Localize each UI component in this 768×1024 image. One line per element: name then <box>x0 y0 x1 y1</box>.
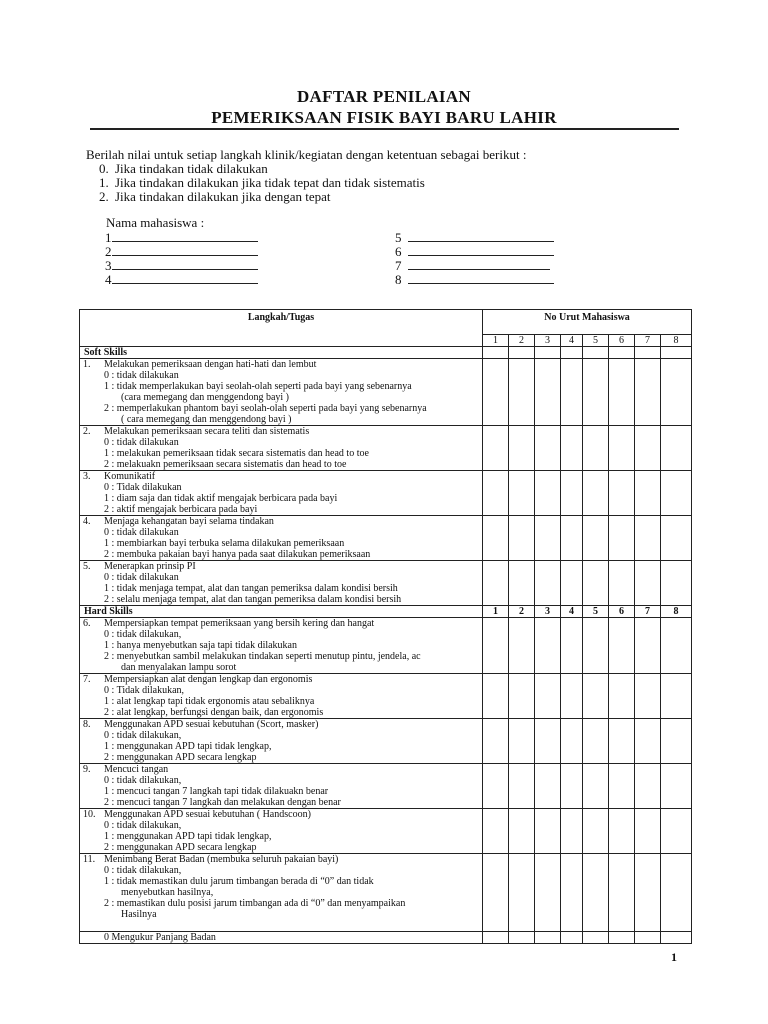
score-cell[interactable] <box>483 561 509 606</box>
scoring-line: 1 : tidak memperlakukan bayi seolah-olah seperti pada bayi yang sebenarnya <box>104 381 412 392</box>
student-number: 3 <box>535 606 561 618</box>
scoring-line: menyebutkan hasilnya, <box>121 887 214 898</box>
task-title: 0 Mengukur Panjang Badan <box>104 932 216 943</box>
score-cell[interactable] <box>483 359 509 426</box>
task-title-line <box>83 426 480 437</box>
scoring-line: Hasilnya <box>121 909 157 920</box>
assessment-table <box>79 309 692 944</box>
score-cell[interactable] <box>583 516 609 561</box>
score-cell[interactable] <box>535 359 561 426</box>
name-slot-8[interactable] <box>395 272 554 287</box>
scoring-line: 2 : menggunakan APD secara lengkap <box>104 842 257 853</box>
score-cell[interactable] <box>583 561 609 606</box>
score-cell[interactable] <box>635 674 661 719</box>
task-title-line <box>83 471 480 482</box>
task-title: Mencuci tangan <box>104 764 169 775</box>
score-cell[interactable] <box>583 618 609 674</box>
slot-number: 8 <box>395 272 402 287</box>
table-row <box>80 561 692 606</box>
score-cell[interactable] <box>635 854 661 932</box>
score-cell[interactable] <box>509 471 535 516</box>
score-cell[interactable] <box>609 471 635 516</box>
scoring-line: 0 : tidak dilakukan <box>104 527 179 538</box>
score-cell[interactable] <box>635 359 661 426</box>
scoring-line: 0 : Tidak dilakukan, <box>104 685 185 696</box>
task-cell <box>80 764 483 809</box>
score-cell[interactable] <box>535 561 561 606</box>
task-number: 6. <box>83 618 91 629</box>
score-cell[interactable] <box>635 719 661 764</box>
score-cell[interactable] <box>583 471 609 516</box>
task-title: Menimbang Berat Badan (membuka seluruh pakaian bayi) <box>104 854 339 865</box>
score-cell[interactable] <box>535 674 561 719</box>
table-row <box>80 516 692 561</box>
score-cell[interactable] <box>583 809 609 854</box>
score-cell[interactable] <box>483 764 509 809</box>
score-cell[interactable] <box>509 854 535 932</box>
score-cell[interactable] <box>609 854 635 932</box>
score-cell[interactable] <box>483 854 509 932</box>
criteria-text: Jika tindakan dilakukan jika tidak tepat dan tidak sistematis <box>115 175 425 190</box>
task-title: Menjaga kehangatan bayi selama tindakan <box>104 516 274 527</box>
score-cell[interactable] <box>609 809 635 854</box>
name-line[interactable] <box>112 244 258 256</box>
score-cell[interactable] <box>561 561 583 606</box>
score-cell[interactable] <box>483 618 509 674</box>
score-cell[interactable] <box>509 359 535 426</box>
section-hard-skills <box>80 606 692 618</box>
score-cell[interactable] <box>483 809 509 854</box>
task-cell <box>80 809 483 854</box>
student-number: 1 <box>483 335 509 347</box>
score-cell[interactable] <box>661 932 692 944</box>
score-cell[interactable] <box>661 809 692 854</box>
slot-number: 1 <box>105 230 112 245</box>
document-title: DAFTAR PENILAIAN <box>296 87 472 106</box>
name-line[interactable] <box>112 272 258 284</box>
score-cell[interactable] <box>561 854 583 932</box>
name-slot-7[interactable] <box>395 258 550 273</box>
score-cell[interactable] <box>661 764 692 809</box>
scoring-line: 1 : menggunakan APD tapi tidak lengkap, <box>104 741 272 752</box>
name-line[interactable] <box>408 230 554 242</box>
slot-number: 6 <box>395 244 402 259</box>
score-cell[interactable] <box>561 764 583 809</box>
score-cell[interactable] <box>483 516 509 561</box>
score-cell[interactable] <box>635 618 661 674</box>
score-cell[interactable] <box>661 426 692 471</box>
slot-number: 5 <box>395 230 402 245</box>
page-number: 1 <box>671 950 677 964</box>
student-number: 7 <box>635 335 661 347</box>
name-slot-2[interactable] <box>105 244 258 259</box>
task-number: 5. <box>83 561 91 572</box>
table-row <box>80 618 692 674</box>
score-cell[interactable] <box>509 932 535 944</box>
scoring-line: 0 : tidak dilakukan, <box>104 865 182 876</box>
task-cell <box>80 932 483 944</box>
score-cell[interactable] <box>635 809 661 854</box>
student-number: 4 <box>561 606 583 618</box>
score-cell[interactable] <box>661 618 692 674</box>
task-title: Menggunakan APD sesuai kebutuhan (Scort, masker) <box>104 719 319 730</box>
student-number: 7 <box>635 606 661 618</box>
scoring-line: 2 : alat lengkap, berfungsi dengan baik, dan ergonomis <box>104 707 324 718</box>
scoring-line: 1 : tidak memastikan dulu jarum timbangan berada di “0” dan tidak <box>104 876 374 887</box>
score-cell[interactable] <box>609 719 635 764</box>
task-title: Mempersiapkan tempat pemeriksaan yang bersih kering dan hangat <box>104 618 375 629</box>
task-cell <box>80 516 483 561</box>
scoring-line <box>83 920 480 931</box>
task-number: 11. <box>83 854 96 865</box>
score-cell[interactable] <box>561 674 583 719</box>
task-title-line <box>83 516 480 527</box>
scoring-line: 0 : tidak dilakukan, <box>104 820 182 831</box>
slot-number: 4 <box>105 272 112 287</box>
table-row <box>80 426 692 471</box>
score-cell[interactable] <box>609 561 635 606</box>
slot-number: 3 <box>105 258 112 273</box>
slot-number: 2 <box>105 244 112 259</box>
name-line[interactable] <box>112 230 258 242</box>
score-cell[interactable] <box>483 719 509 764</box>
task-number: 4. <box>83 516 91 527</box>
table-row <box>80 809 692 854</box>
task-number: 7. <box>83 674 91 685</box>
score-cell[interactable] <box>609 618 635 674</box>
name-line[interactable] <box>408 244 554 256</box>
header-students: No Urut Mahasiswa <box>483 310 692 335</box>
task-title: Melakukan pemeriksaan dengan hati-hati dan lembut <box>104 359 317 370</box>
name-line[interactable] <box>408 272 554 284</box>
student-number: 2 <box>509 606 535 618</box>
task-cell <box>80 471 483 516</box>
task-cell <box>80 359 483 426</box>
score-cell[interactable] <box>561 359 583 426</box>
score-cell[interactable] <box>661 359 692 426</box>
task-title-line <box>83 809 480 820</box>
name-slot-4[interactable] <box>105 272 258 287</box>
score-cell[interactable] <box>535 764 561 809</box>
score-cell[interactable] <box>561 471 583 516</box>
title-underline <box>90 128 679 130</box>
section-label: Soft Skills <box>80 347 483 359</box>
scoring-line: 2 : selalu menjaga tempat, alat dan tangan pemeriksa dalam kondisi bersih <box>104 594 402 605</box>
score-cell[interactable] <box>609 359 635 426</box>
student-number: 3 <box>535 335 561 347</box>
task-title-line <box>83 932 480 943</box>
scoring-line: 1 : menggunakan APD tapi tidak lengkap, <box>104 831 272 842</box>
task-title-line <box>83 561 480 572</box>
table-row <box>80 854 692 932</box>
name-slot-6[interactable] <box>395 244 554 259</box>
scoring-line: 0 : Tidak dilakukan <box>104 482 182 493</box>
scoring-line: 1 : melakukan pemeriksaan tidak secara sistematis dan head to toe <box>104 448 369 459</box>
score-cell[interactable] <box>635 516 661 561</box>
table-header-row <box>80 310 692 335</box>
score-cell[interactable] <box>561 809 583 854</box>
student-number: 6 <box>609 335 635 347</box>
task-title: Melakukan pemeriksaan secara teliti dan sistematis <box>104 426 310 437</box>
score-cell[interactable] <box>509 674 535 719</box>
scoring-line: 1 : tidak menjaga tempat, alat dan tangan pemeriksa dalam kondisi bersih <box>104 583 398 594</box>
score-cell[interactable] <box>535 471 561 516</box>
score-cell[interactable] <box>509 809 535 854</box>
scoring-line: 2 : melakuakn pemeriksaan secara sistematis dan head to toe <box>104 459 347 470</box>
scoring-line: (cara memegang dan menggendong bayi ) <box>121 392 289 403</box>
score-cell[interactable] <box>583 854 609 932</box>
student-number: 8 <box>661 335 692 347</box>
score-cell[interactable] <box>635 561 661 606</box>
student-number: 5 <box>583 335 609 347</box>
header-task: Langkah/Tugas <box>80 310 483 347</box>
task-number: 8. <box>83 719 91 730</box>
table-row <box>80 674 692 719</box>
task-cell <box>80 674 483 719</box>
student-number: 6 <box>609 606 635 618</box>
score-cell[interactable] <box>561 516 583 561</box>
scoring-line: 1 : hanya menyebutkan saja tapi tidak dilakukan <box>104 640 297 651</box>
instructions-intro: Berilah nilai untuk setiap langkah klinik/kegiatan dengan ketentuan sebagai berikut : <box>86 147 527 162</box>
name-slot-3[interactable] <box>105 258 258 273</box>
score-cell[interactable] <box>483 674 509 719</box>
score-cell[interactable] <box>509 516 535 561</box>
score-cell[interactable] <box>609 764 635 809</box>
score-cell[interactable] <box>609 516 635 561</box>
student-number: 8 <box>661 606 692 618</box>
name-line[interactable] <box>408 258 550 270</box>
task-title-line <box>83 359 480 370</box>
student-number: 1 <box>483 606 509 618</box>
scoring-line: dan menyalakan lampu sorot <box>121 662 237 673</box>
table-row <box>80 932 692 944</box>
scoring-line: 0 : tidak dilakukan <box>104 572 179 583</box>
score-cell[interactable] <box>535 618 561 674</box>
scoring-line: 2 : memastikan dulu posisi jarum timbangan ada di “0” dan menyampaikan <box>104 898 406 909</box>
score-cell[interactable] <box>661 516 692 561</box>
score-cell[interactable] <box>661 471 692 516</box>
score-cell[interactable] <box>561 618 583 674</box>
student-number: 2 <box>509 335 535 347</box>
task-title-line <box>83 674 480 685</box>
scoring-line: 2 : aktif mengajak berbicara pada bayi <box>104 504 258 515</box>
score-cell[interactable] <box>561 426 583 471</box>
score-cell[interactable] <box>635 426 661 471</box>
score-cell[interactable] <box>583 674 609 719</box>
criteria-text: Jika tindakan dilakukan jika dengan tepat <box>115 189 331 204</box>
task-title: Menerapkan prinsip PI <box>104 561 196 572</box>
scoring-line: 0 : tidak dilakukan, <box>104 629 182 640</box>
score-cell[interactable] <box>609 674 635 719</box>
scoring-line: 2 : memperlakukan phantom bayi seolah-olah seperti pada bayi yang sebenarnya <box>104 403 427 414</box>
score-cell[interactable] <box>535 854 561 932</box>
scoring-line: 2 : menggunakan APD secara lengkap <box>104 752 257 763</box>
score-cell[interactable] <box>535 516 561 561</box>
score-cell[interactable] <box>583 359 609 426</box>
task-title-line <box>83 854 480 865</box>
score-cell[interactable] <box>509 561 535 606</box>
score-cell[interactable] <box>561 932 583 944</box>
score-cell[interactable] <box>535 426 561 471</box>
task-cell <box>80 561 483 606</box>
score-cell[interactable] <box>583 719 609 764</box>
task-title-line <box>83 719 480 730</box>
score-cell[interactable] <box>583 764 609 809</box>
criteria-number: 0. <box>99 161 109 176</box>
score-cell[interactable] <box>635 932 661 944</box>
task-cell <box>80 719 483 764</box>
scoring-line: 2 : mencuci tangan 7 langkah dan melakukan dengan benar <box>104 797 341 808</box>
name-slot-1[interactable] <box>105 230 258 245</box>
score-cell[interactable] <box>535 719 561 764</box>
table-row <box>80 764 692 809</box>
student-name-label: Nama mahasiswa : <box>106 215 205 230</box>
score-cell[interactable] <box>661 561 692 606</box>
table-row <box>80 359 692 426</box>
task-title: Mempersiapkan alat dengan lengkap dan ergonomis <box>104 674 313 685</box>
criteria-number: 2. <box>99 189 109 204</box>
scoring-line: 1 : membiarkan bayi terbuka selama dilakukan pemeriksaan <box>104 538 345 549</box>
score-cell[interactable] <box>509 719 535 764</box>
task-cell <box>80 618 483 674</box>
scoring-line: 1 : diam saja dan tidak aktif mengajak berbicara pada bayi <box>104 493 338 504</box>
score-cell[interactable] <box>509 764 535 809</box>
task-number: 2. <box>83 426 91 437</box>
table-row <box>80 471 692 516</box>
task-cell <box>80 426 483 471</box>
score-cell[interactable] <box>609 932 635 944</box>
score-cell[interactable] <box>583 932 609 944</box>
slot-number: 7 <box>395 258 402 273</box>
scoring-line: 0 : tidak dilakukan <box>104 370 179 381</box>
scoring-line: ( cara memegang dan menggendong bayi ) <box>121 414 292 425</box>
name-slot-5[interactable] <box>395 230 554 245</box>
score-cell[interactable] <box>509 618 535 674</box>
section-label: Hard Skills <box>80 606 483 618</box>
task-title: Menggunakan APD sesuai kebutuhan ( Handscoon) <box>104 809 311 820</box>
criteria-0 <box>99 161 268 176</box>
score-cell[interactable] <box>661 719 692 764</box>
score-cell[interactable] <box>535 932 561 944</box>
scoring-line: 0 : tidak dilakukan <box>104 437 179 448</box>
scoring-line: 2 : menyebutkan sambil melakukan tindakan seperti menutup pintu, jendela, ac <box>104 651 421 662</box>
table-row <box>80 719 692 764</box>
task-number: 10. <box>83 809 96 820</box>
criteria-number: 1. <box>99 175 109 190</box>
score-cell[interactable] <box>483 426 509 471</box>
document-subtitle: PEMERIKSAAN FISIK BAYI BARU LAHIR <box>211 108 557 127</box>
task-number: 9. <box>83 764 91 775</box>
criteria-2 <box>99 189 331 204</box>
score-cell[interactable] <box>661 854 692 932</box>
score-cell[interactable] <box>509 426 535 471</box>
name-line[interactable] <box>112 258 258 270</box>
task-cell <box>80 854 483 932</box>
criteria-1 <box>99 175 425 190</box>
scoring-line: 0 : tidak dilakukan, <box>104 730 182 741</box>
score-cell[interactable] <box>609 426 635 471</box>
score-cell[interactable] <box>661 674 692 719</box>
student-number: 5 <box>583 606 609 618</box>
task-number: 1. <box>83 359 91 370</box>
score-cell[interactable] <box>635 471 661 516</box>
score-cell[interactable] <box>483 471 509 516</box>
scoring-line: 1 : mencuci tangan 7 langkah tapi tidak dilakuakn benar <box>104 786 329 797</box>
score-cell[interactable] <box>535 809 561 854</box>
score-cell[interactable] <box>483 932 509 944</box>
score-cell[interactable] <box>635 764 661 809</box>
task-title-line <box>83 764 480 775</box>
task-title-line <box>83 618 480 629</box>
criteria-text: Jika tindakan tidak dilakukan <box>115 161 268 176</box>
score-cell[interactable] <box>583 426 609 471</box>
scoring-line: 1 : alat lengkap tapi tidak ergonomis atau sebaliknya <box>104 696 315 707</box>
scoring-line: 2 : membuka pakaian bayi hanya pada saat dilakukan pemeriksaan <box>104 549 371 560</box>
task-number: 3. <box>83 471 91 482</box>
scoring-line: 0 : tidak dilakukan, <box>104 775 182 786</box>
student-number: 4 <box>561 335 583 347</box>
task-title: Komunikatif <box>104 471 156 482</box>
score-cell[interactable] <box>561 719 583 764</box>
section-soft-skills <box>80 347 692 359</box>
